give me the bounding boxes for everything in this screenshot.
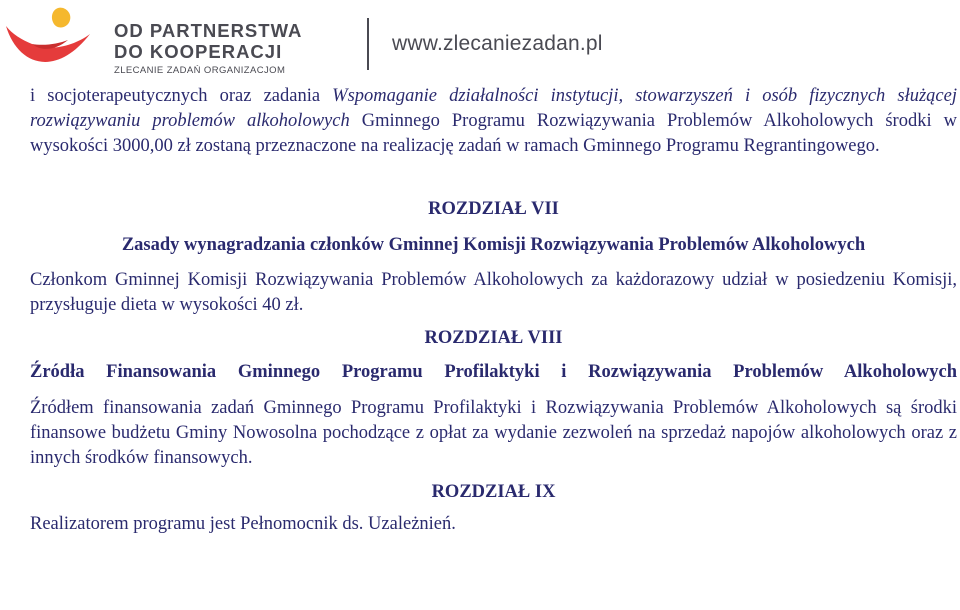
chapter-9-paragraph: Realizatorem programu jest Pełnomocnik ds. Uzależnień. — [30, 514, 456, 534]
brand-line-2: DO KOOPERACJI — [114, 41, 283, 62]
chapter-8-subheading: Źródła Finansowania Gminnego Programu Profilaktyki i Rozwiązywania Problemów Alkoholowych — [30, 362, 957, 382]
intro-paragraph — [30, 84, 957, 159]
site-url: www.zlecaniezadan.pl — [392, 32, 603, 55]
intro-text-a: i socjoterapeutycznych oraz zadania — [30, 86, 333, 106]
brand-tagline: ZLECANIE ZADAŃ ORGANIZACJOM — [114, 65, 286, 76]
chapter-7-heading: ROZDZIAŁ VII — [428, 199, 559, 219]
partnership-logo-icon — [2, 4, 102, 76]
intro-text-b: Gminnego Programu Rozwiązywania Problemów Alkoholowych środki w wysokości 3000,00 zł zostaną przeznaczone na realizację zadań w ramach Gminnego Programu Regrantingowego. — [30, 111, 957, 156]
chapter-9-heading: ROZDZIAŁ IX — [431, 482, 556, 502]
chapter-8-paragraph: Źródłem finansowania zadań Gminnego Programu Profilaktyki i Rozwiązywania Problemów Alkoholowych są środki finansowe budżetu Gminy Nowosolna pochodzące z opłat za wydanie zezwoleń na sprzedaż napojów alkoholowych oraz z innych środków finansowych. — [30, 398, 957, 468]
brand-line-1: OD PARTNERSTWA — [114, 20, 303, 41]
header-divider — [367, 18, 369, 70]
chapter-7-paragraph: Członkom Gminnej Komisji Rozwiązywania Problemów Alkoholowych za każdorazowy udział w posiedzeniu Komisji, przysługuje dieta w wysokości 40 zł. — [30, 270, 957, 315]
chapter-8-heading: ROZDZIAŁ VIII — [424, 328, 563, 348]
intro-italic-title: Wspomaganie działalności instytucji, stowarzyszeń i osób fizycznych służącej rozwiązywaniu problemów alkoholowych — [30, 86, 957, 131]
document-body — [30, 82, 957, 537]
chapter-7-subheading: Zasady wynagradzania członków Gminnej Komisji Rozwiązywania Problemów Alkoholowych — [121, 235, 866, 255]
brand-wordmark — [114, 20, 302, 76]
page-header — [0, 0, 960, 82]
